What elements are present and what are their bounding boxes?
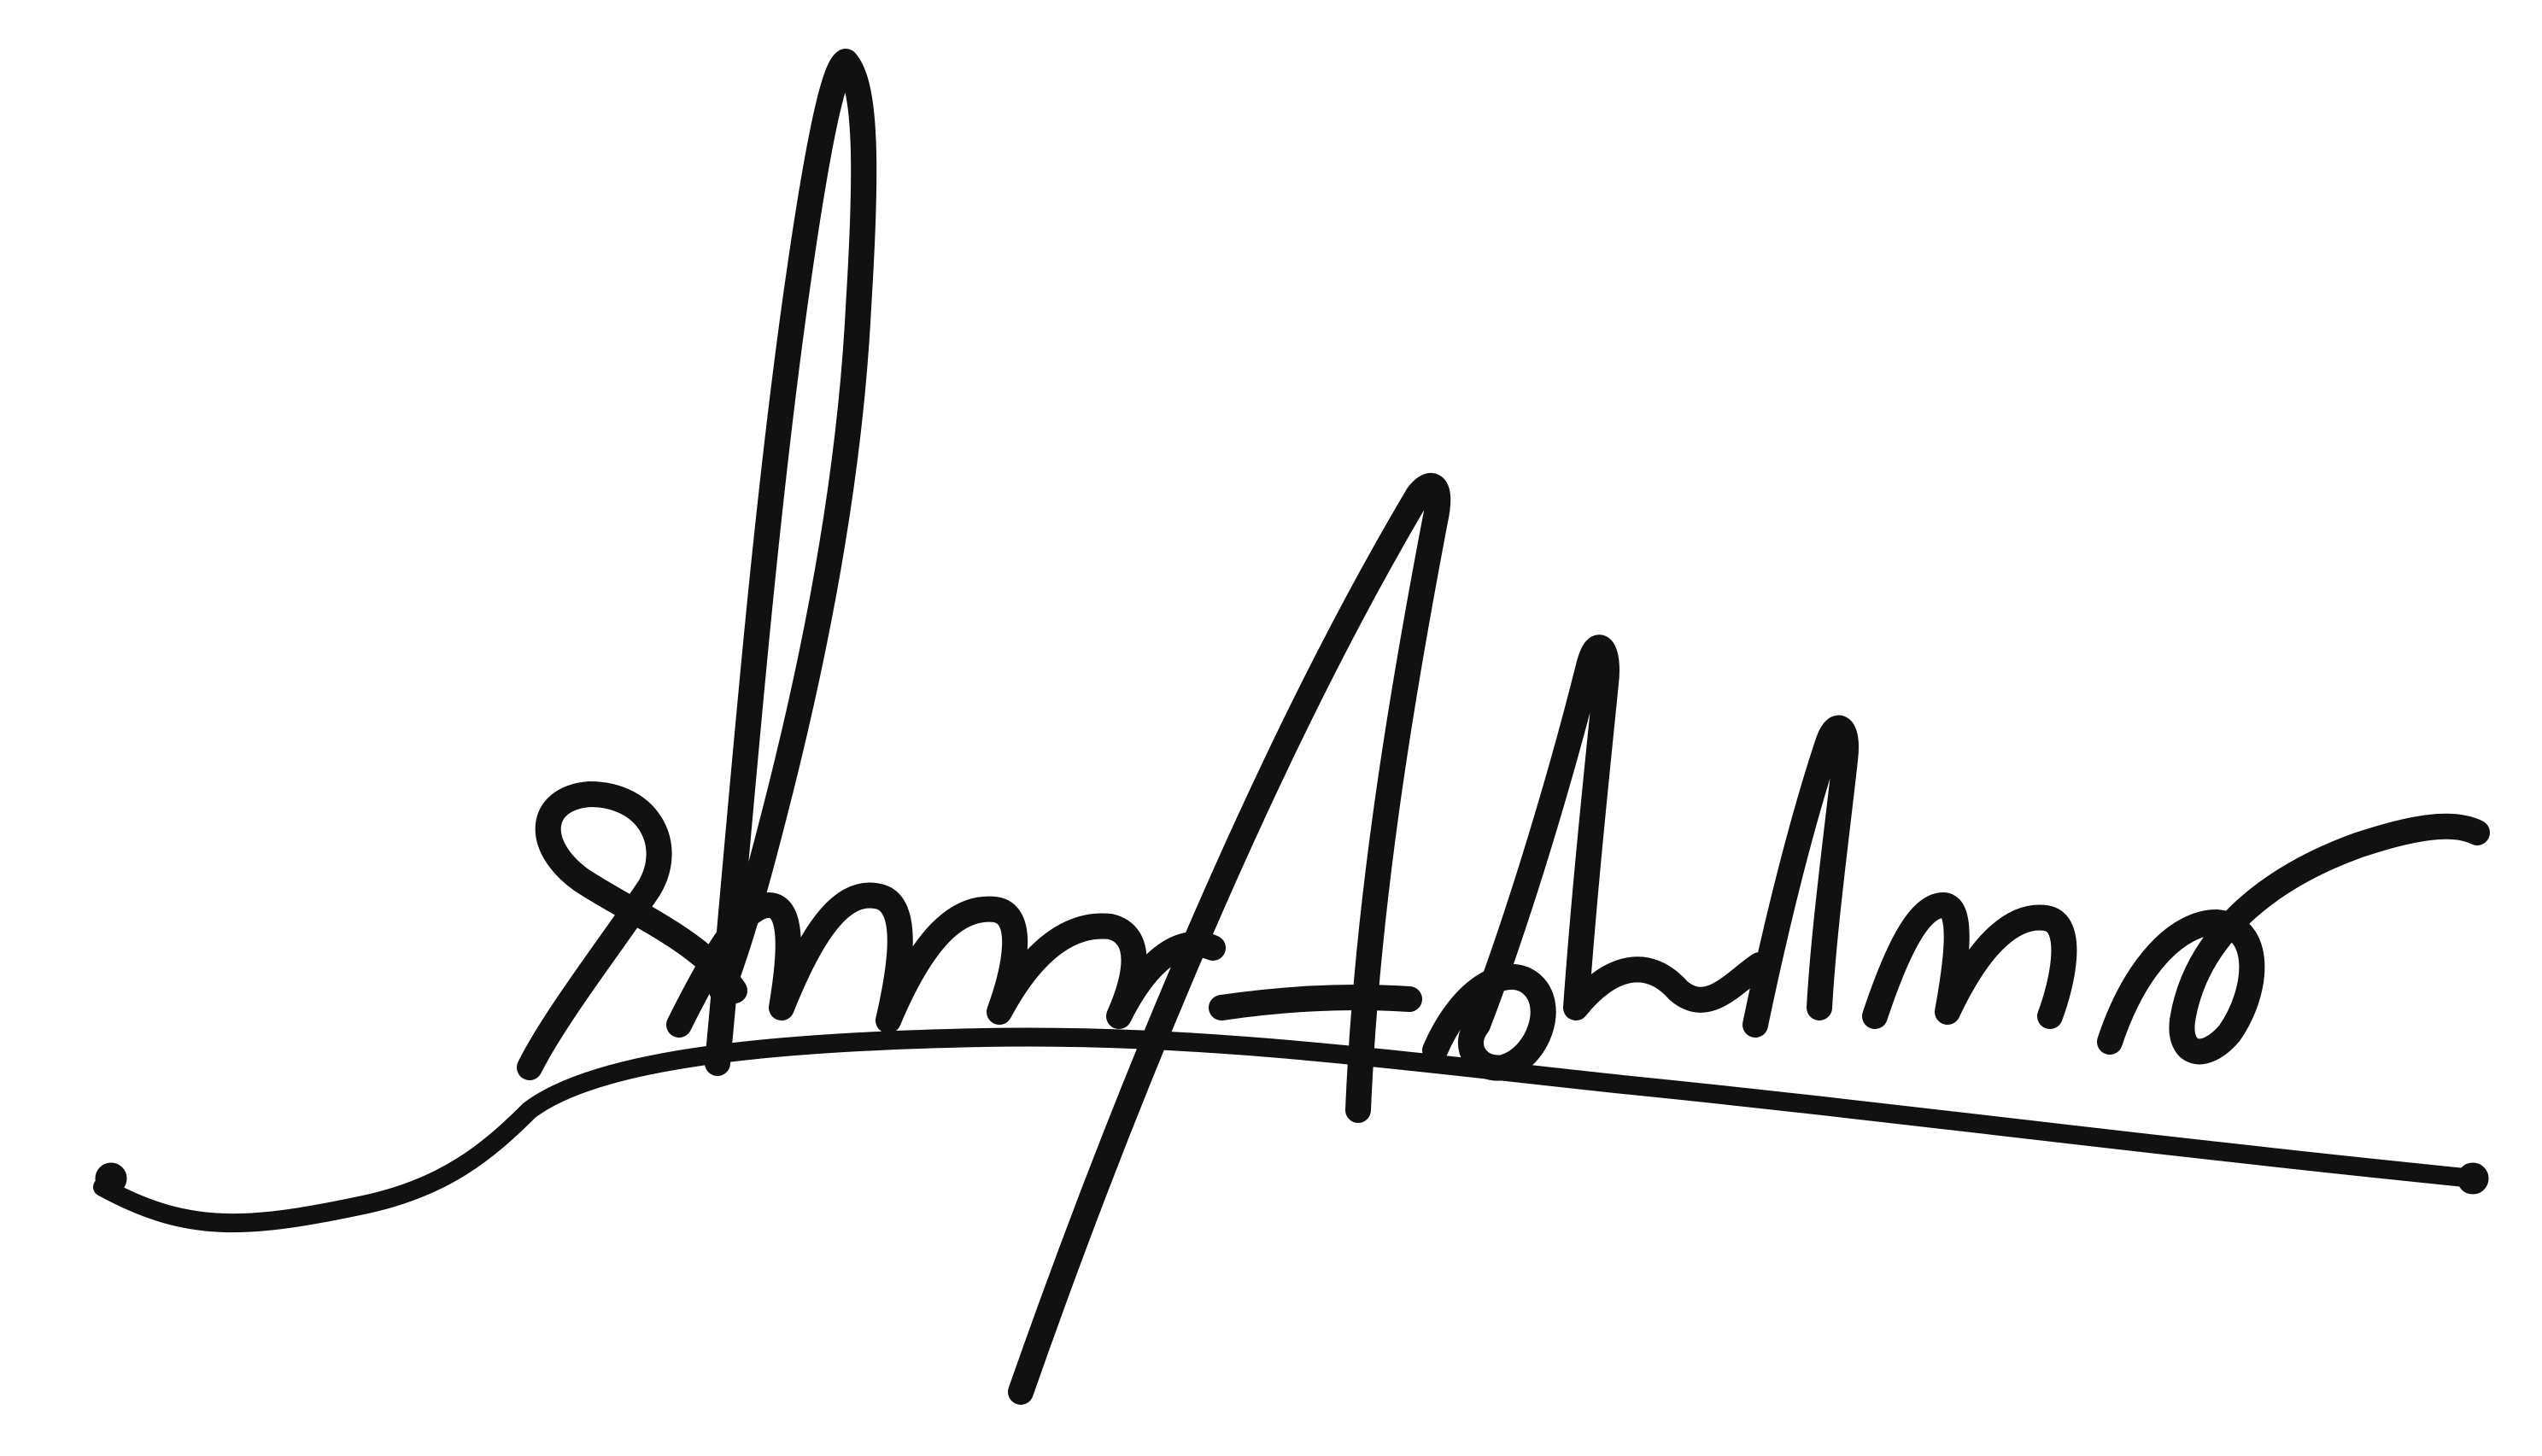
signature-stroke-l (1755, 728, 1846, 1025)
signature-stroke-o (2110, 827, 2477, 1052)
signature-stroke-in (1875, 905, 2064, 1016)
signature-underline (102, 1037, 2473, 1223)
signature-stroke-delino (1435, 647, 1760, 1067)
signature-stroke-left-flourish (530, 794, 735, 1067)
signature-dot-left (96, 1163, 126, 1194)
signature-stroke-na (679, 896, 1213, 1025)
signature-stroke-a-crossbar (1221, 997, 1409, 1008)
signature-dot-right (2457, 1163, 2488, 1194)
